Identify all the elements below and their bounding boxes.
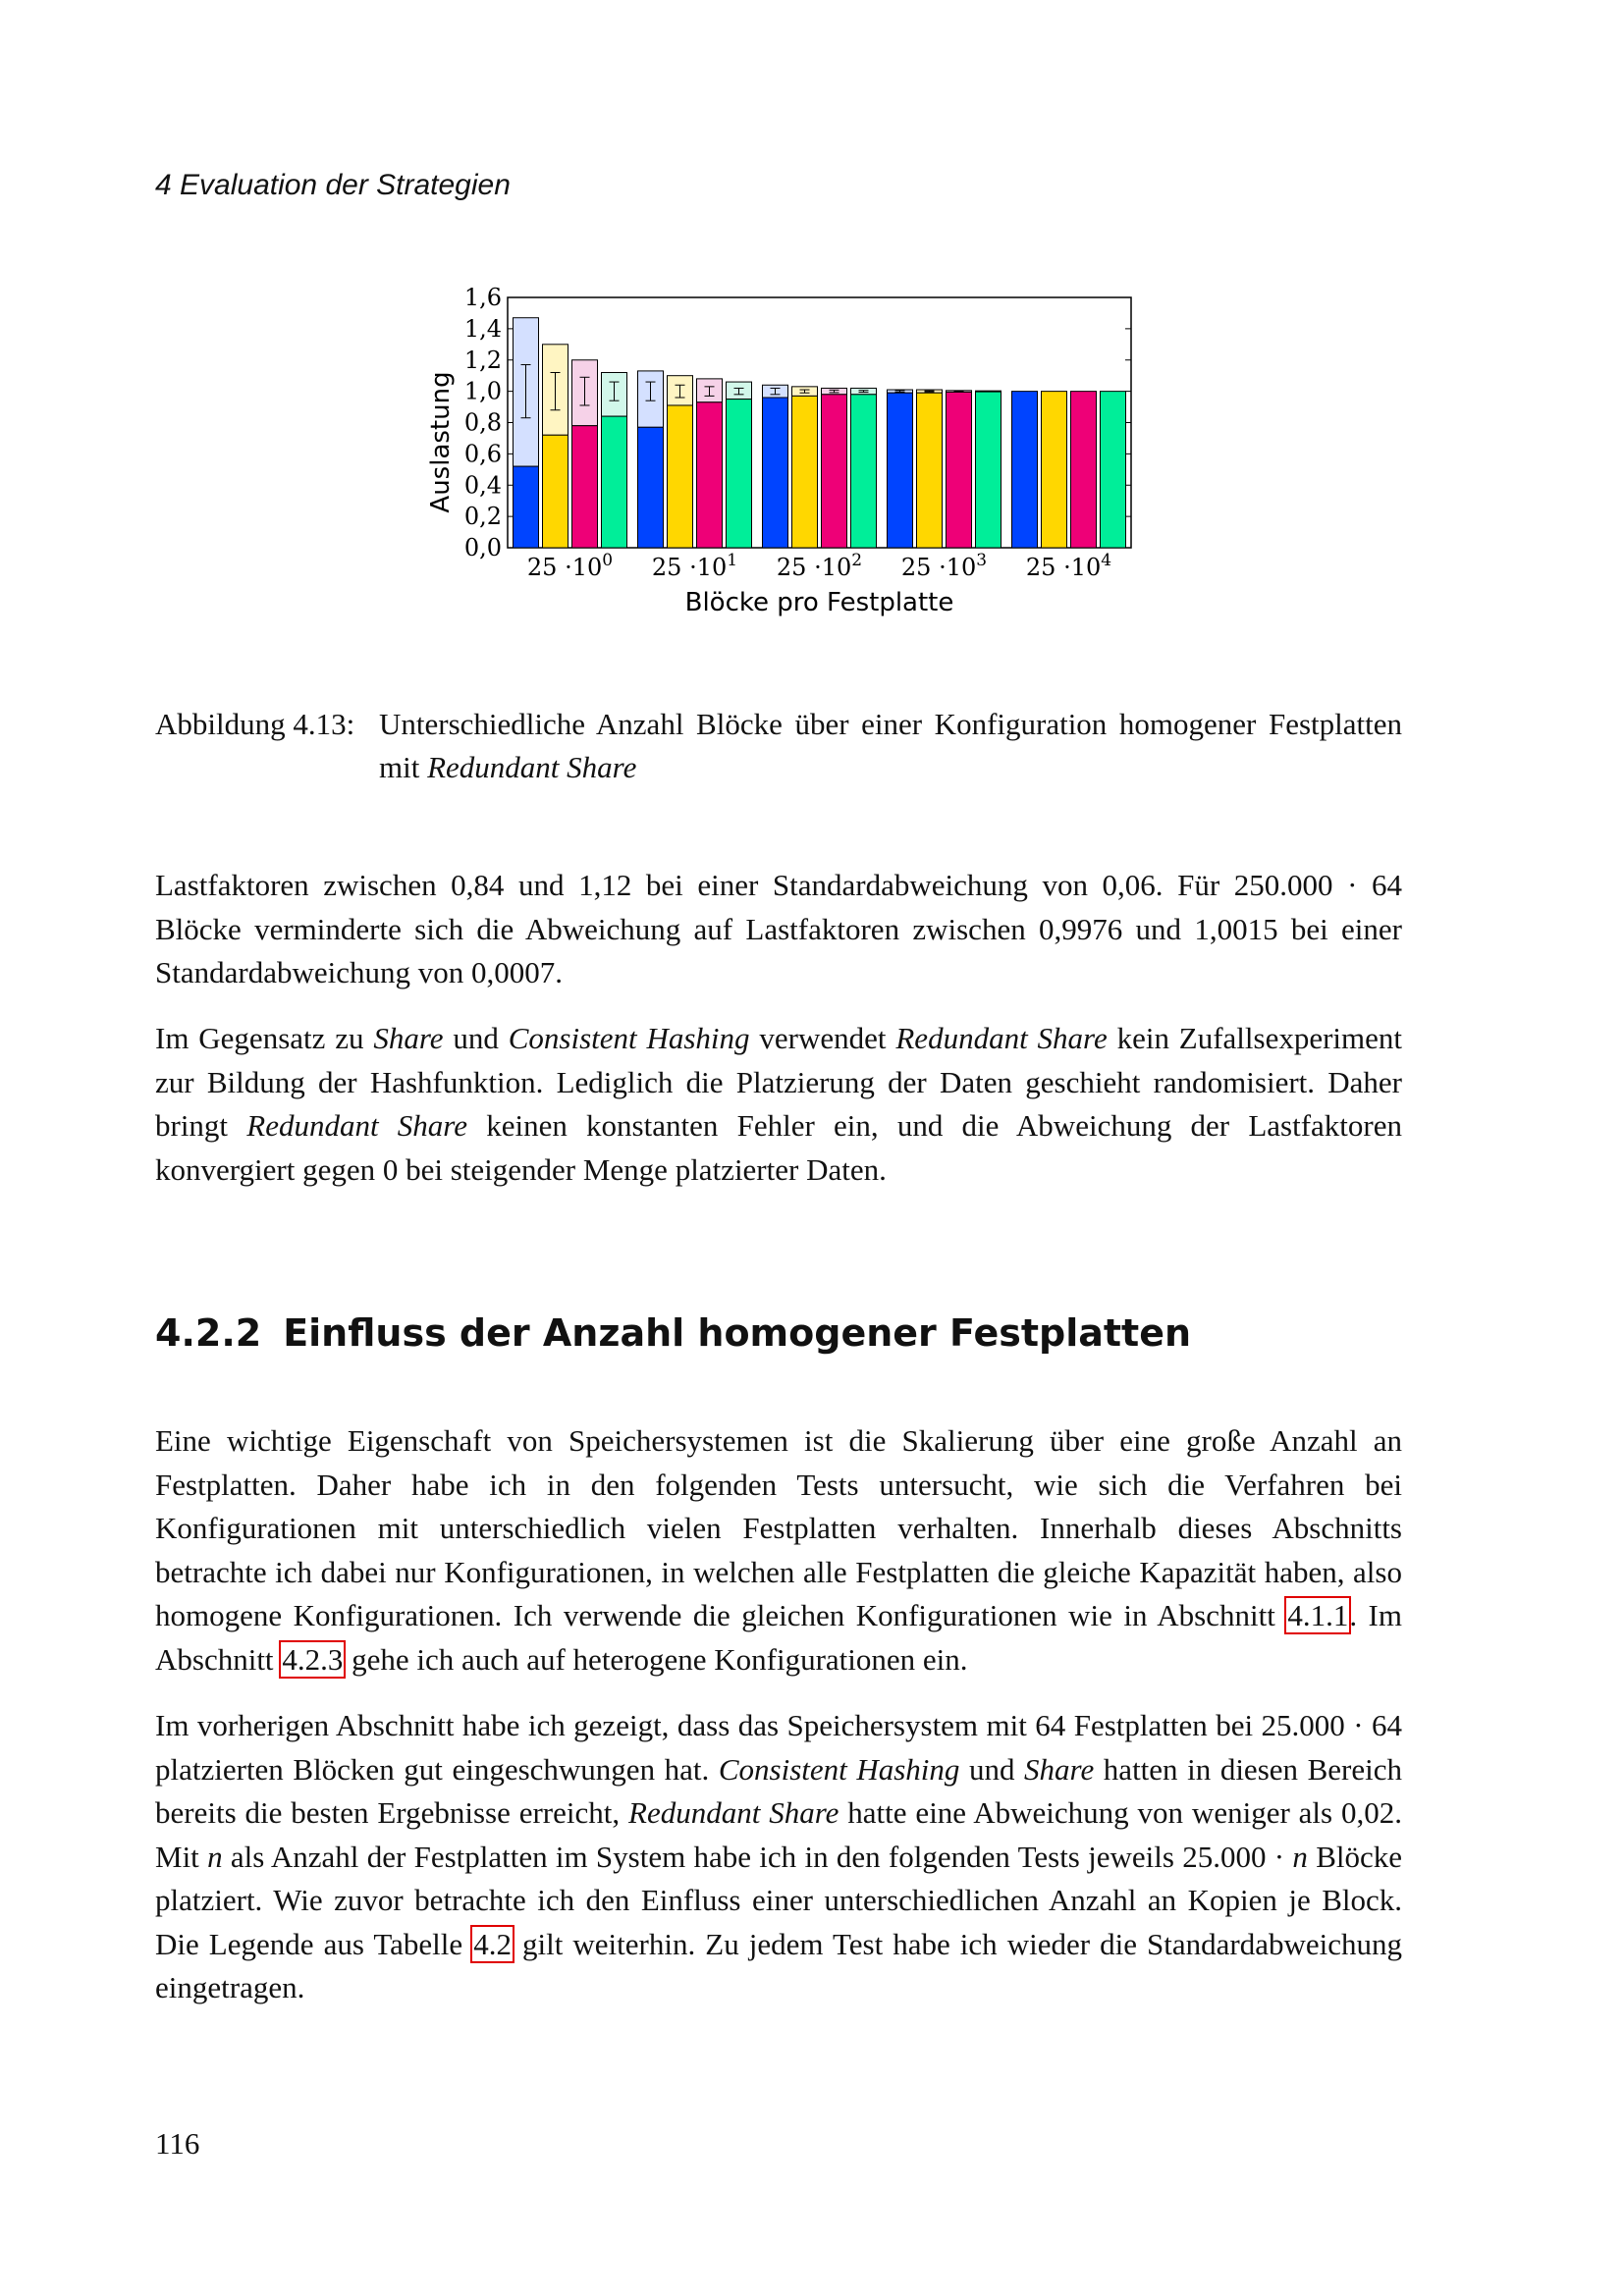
- p4-italic-4: n: [207, 1839, 223, 1874]
- bar-series-2: [917, 393, 943, 548]
- page-number: 116: [155, 2126, 200, 2161]
- x-tick-label: $25 \cdot 10^4$: [1025, 551, 1112, 581]
- paragraph-2: [155, 1017, 1402, 1192]
- bar-series-2: [1042, 392, 1067, 548]
- bar-series-4: [727, 400, 752, 548]
- bar-series-4: [602, 416, 627, 548]
- bar-series-3: [822, 395, 847, 548]
- p3-text-3: gehe ich auch auf heterogene Konfigurationen ein.: [344, 1641, 968, 1677]
- bar-series-1: [514, 466, 539, 548]
- paragraph-3: [155, 1419, 1402, 1682]
- bar-series-1: [888, 393, 913, 548]
- p2-text-4: kein Zufallsexperiment zur Bildung der Hashfunktion. Lediglich die Platzierung der Daten geschieht randomisiert. Daher bringt: [155, 1021, 1403, 1143]
- bar-series-3: [572, 426, 598, 548]
- section-heading: [155, 1311, 1191, 1355]
- y-tick-label: 1,2: [463, 346, 502, 374]
- y-tick-label: 1,4: [463, 314, 502, 343]
- p2-text-2: und: [443, 1021, 509, 1055]
- x-tick-label: $25 \cdot 10^2$: [776, 551, 863, 581]
- p4-text-6: Blöcke platziert. Wie zuvor betrachte ich den Einfluss einer unterschiedlichen Anzahl an Kopien je Block. Die Legende aus Tabelle: [155, 1839, 1403, 1961]
- figure-caption: [155, 703, 1402, 789]
- section-ref-link[interactable]: 4.2.3: [282, 1641, 344, 1677]
- p4-text-4: hatte eine Abweichung von weniger als 0,02. Mit: [155, 1795, 1402, 1874]
- section-ref-link[interactable]: 4.1.1: [1287, 1598, 1349, 1632]
- p2-text-3: verwendet: [749, 1021, 896, 1055]
- bar-series-1: [763, 398, 788, 548]
- p2-italic-2: Consistent Hashing: [508, 1021, 750, 1055]
- y-tick-label: 0,6: [463, 440, 502, 468]
- bar-series-3: [1071, 392, 1097, 548]
- table-ref-link[interactable]: 4.2: [473, 1926, 512, 1961]
- p2-text-5: keinen konstanten Fehler ein, und die Abweichung der Lastfaktoren konvergiert gegen 0 bei steigender Menge platzierter Daten.: [155, 1108, 1402, 1187]
- bar-series-2: [543, 435, 568, 548]
- p4-italic-3: Redundant Share: [628, 1795, 839, 1830]
- p4-text-7: gilt weiterhin. Zu jedem Test habe ich wieder die Standardabweichung eingetragen.: [155, 1926, 1403, 2004]
- p2-text-1: Im Gegensatz zu: [155, 1021, 374, 1055]
- bar-series-4: [976, 392, 1001, 548]
- section-title: Einfluss der Anzahl homogener Festplatten: [283, 1311, 1192, 1355]
- running-head: 4 Evaluation der Strategien: [155, 169, 511, 201]
- caption-text: [379, 703, 1402, 789]
- paragraph-4: [155, 1704, 1402, 2010]
- y-axis-label: Auslastung: [426, 371, 456, 513]
- p2-italic-3: Redundant Share: [895, 1021, 1108, 1055]
- x-axis-label: Blöcke pro Festplatte: [684, 588, 954, 617]
- p4-text-1: Im vorherigen Abschnitt habe ich gezeigt, dass das Speichersystem mit 64 Festplatten bei 25.000 · 64 platzierten Blöcken gut eingeschwungen hat.: [155, 1708, 1402, 1787]
- bar-series-1: [1012, 392, 1038, 548]
- p3-text-2: . Im Abschnitt: [155, 1598, 1402, 1677]
- y-tick-label: 0,4: [463, 471, 502, 500]
- bar-series-4: [851, 395, 877, 548]
- x-tick-label: $25 \cdot 10^1$: [651, 551, 738, 581]
- bar-series-3: [947, 392, 972, 548]
- bar-series-4: [1101, 392, 1126, 548]
- p4-text-5: als Anzahl der Festplatten im System habe ich in den folgenden Tests jeweils 25.000 ·: [222, 1839, 1293, 1874]
- x-tick-label: $25 \cdot 10^0$: [526, 551, 614, 581]
- bar-series-2: [792, 396, 818, 548]
- y-tick-label: 1,6: [463, 284, 502, 311]
- y-tick-label: 0,8: [463, 408, 502, 437]
- p4-italic-5: n: [1292, 1839, 1308, 1874]
- p4-italic-1: Consistent Hashing: [718, 1751, 960, 1787]
- p2-italic-1: Share: [373, 1021, 444, 1055]
- p2-italic-4: Redundant Share: [246, 1108, 467, 1143]
- p3-text-1: Eine wichtige Eigenschaft von Speichersystemen ist die Skalierung über eine große Anzahl an Festplatten. Daher habe ich in den folgenden Tests untersucht, wie sich die Verfahren bei Konfigurationen mit unterschiedlich vielen Festplatten verhalten. Innerhalb dieses Abschnitts betrachte ich dabei nur Konfigurationen, in welchen alle Festplatten die gleiche Kapazität haben, also homogene Konfigurationen. Ich verwende die gleichen Konfigurationen wie in Abschnitt: [155, 1423, 1402, 1632]
- p4-italic-2: Share: [1024, 1751, 1095, 1787]
- figure-chart: [0, 0, 1624, 667]
- y-tick-label: 0,0: [463, 534, 502, 561]
- caption-italic: Redundant Share: [427, 750, 637, 784]
- x-tick-label: $25 \cdot 10^3$: [900, 551, 988, 581]
- bar-series-2: [668, 405, 693, 548]
- y-tick-label: 1,0: [463, 377, 502, 405]
- caption-plain: Unterschiedliche Anzahl Blöcke über einer Konfiguration homogener Festplatten mit: [379, 707, 1402, 784]
- bar-series-1: [638, 427, 664, 548]
- caption-label: Abbildung 4.13:: [155, 707, 355, 741]
- section-number: 4.2.2: [155, 1311, 262, 1355]
- p4-text-3: hatten in diesen Bereich bereits die besten Ergebnisse erreicht,: [155, 1751, 1402, 1830]
- paragraph-1: Lastfaktoren zwischen 0,84 und 1,12 bei einer Standardabweichung von 0,06. Für 250.000 · 64 Blöcke verminderte sich die Abweichung auf Lastfaktoren zwischen 0,9976 und 1,0015 bei einer Standardabweichung von 0,0007.: [155, 868, 1402, 989]
- p4-text-2: und: [959, 1751, 1025, 1787]
- bar-series-3: [697, 402, 723, 548]
- y-tick-label: 0,2: [463, 503, 502, 531]
